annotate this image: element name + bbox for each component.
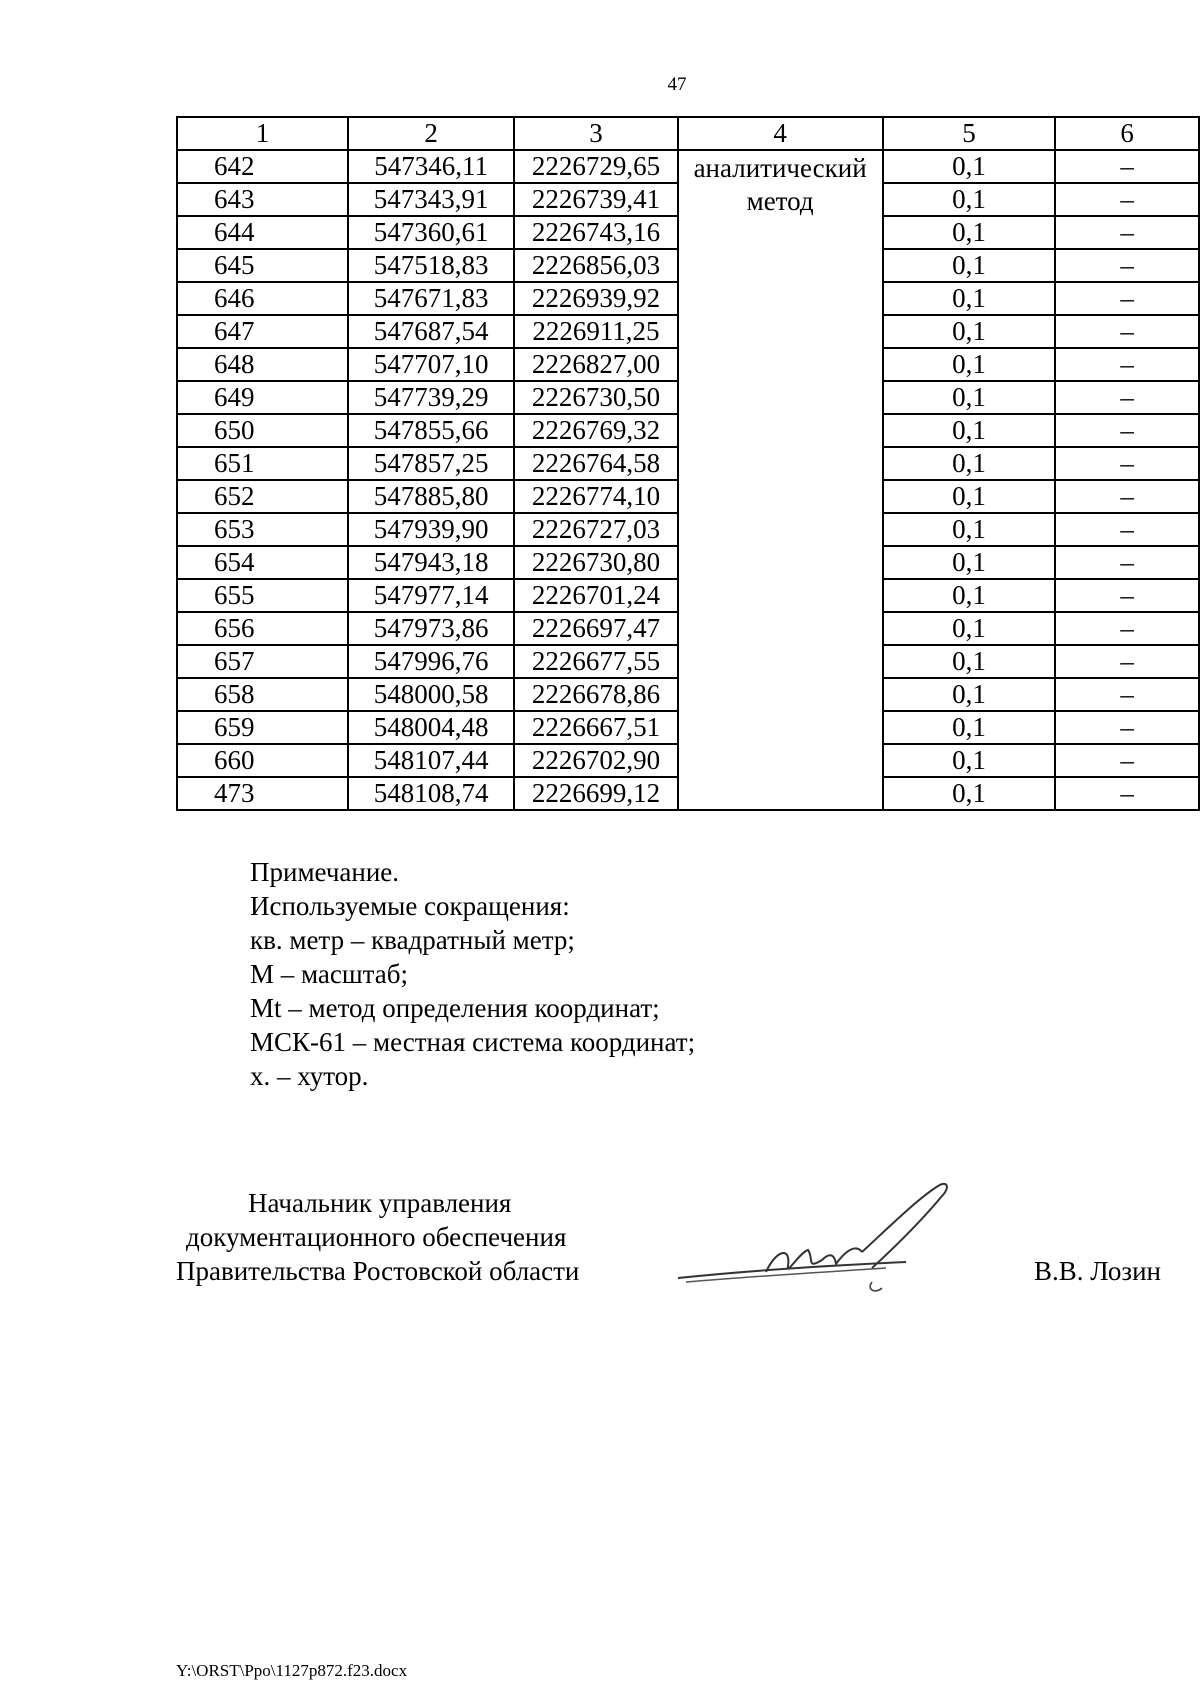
x-coordinate-cell: 547973,86 [348, 612, 515, 645]
point-number-cell: 645 [177, 249, 348, 282]
dash-cell: – [1055, 513, 1199, 546]
y-coordinate-cell: 2226739,41 [514, 183, 677, 216]
dash-cell: – [1055, 447, 1199, 480]
dash-cell: – [1055, 282, 1199, 315]
point-number-cell: 646 [177, 282, 348, 315]
dash-cell: – [1055, 678, 1199, 711]
y-coordinate-cell: 2226702,90 [514, 744, 677, 777]
dash-cell: – [1055, 348, 1199, 381]
dash-cell: – [1055, 546, 1199, 579]
notes-section [250, 855, 695, 1093]
document-file-path: Y:\ORST\Ppo\1127p872.f23.docx [176, 1661, 408, 1680]
accuracy-cell: 0,1 [883, 645, 1055, 678]
accuracy-cell: 0,1 [883, 183, 1055, 216]
accuracy-cell: 0,1 [883, 348, 1055, 381]
column-header-6: 6 [1055, 117, 1199, 150]
column-header-4: 4 [678, 117, 883, 150]
accuracy-cell: 0,1 [883, 744, 1055, 777]
point-number-cell: 649 [177, 381, 348, 414]
y-coordinate-cell: 2226769,32 [514, 414, 677, 447]
point-number-cell: 652 [177, 480, 348, 513]
y-coordinate-cell: 2226730,80 [514, 546, 677, 579]
point-number-cell: 642 [177, 150, 348, 183]
position-line: Начальник управления [248, 1188, 512, 1218]
y-coordinate-cell: 2226697,47 [514, 612, 677, 645]
signer-name: В.В. Лозин [1034, 1256, 1161, 1286]
y-coordinate-cell: 2226678,86 [514, 678, 677, 711]
x-coordinate-cell: 547943,18 [348, 546, 515, 579]
point-number-cell: 643 [177, 183, 348, 216]
y-coordinate-cell: 2226939,92 [514, 282, 677, 315]
dash-cell: – [1055, 381, 1199, 414]
note-line: х. – хутор. [250, 1061, 369, 1091]
accuracy-cell: 0,1 [883, 447, 1055, 480]
dash-cell: – [1055, 612, 1199, 645]
point-number-cell: 660 [177, 744, 348, 777]
dash-cell: – [1055, 216, 1199, 249]
method-cell [678, 150, 883, 810]
dash-cell: – [1055, 249, 1199, 282]
column-header-5: 5 [883, 117, 1055, 150]
point-number-cell: 655 [177, 579, 348, 612]
x-coordinate-cell: 547343,91 [348, 183, 515, 216]
accuracy-cell: 0,1 [883, 315, 1055, 348]
y-coordinate-cell: 2226701,24 [514, 579, 677, 612]
point-number-cell: 659 [177, 711, 348, 744]
note-title: Примечание. [250, 857, 400, 887]
accuracy-cell: 0,1 [883, 249, 1055, 282]
point-number-cell: 644 [177, 216, 348, 249]
y-coordinate-cell: 2226827,00 [514, 348, 677, 381]
accuracy-cell: 0,1 [883, 216, 1055, 249]
x-coordinate-cell: 547346,11 [348, 150, 515, 183]
x-coordinate-cell: 547857,25 [348, 447, 515, 480]
method-text-line: аналитический [693, 153, 867, 183]
accuracy-cell: 0,1 [883, 777, 1055, 810]
note-line: Используемые сокращения: [250, 891, 570, 921]
x-coordinate-cell: 548000,58 [348, 678, 515, 711]
x-coordinate-cell: 548004,48 [348, 711, 515, 744]
y-coordinate-cell: 2226699,12 [514, 777, 677, 810]
position-line: документационного обеспечения [186, 1222, 567, 1252]
x-coordinate-cell: 547360,61 [348, 216, 515, 249]
table-header-row [177, 117, 1199, 150]
accuracy-cell: 0,1 [883, 414, 1055, 447]
x-coordinate-cell: 547977,14 [348, 579, 515, 612]
page-number: 47 [667, 74, 687, 95]
y-coordinate-cell: 2226667,51 [514, 711, 677, 744]
x-coordinate-cell: 548107,44 [348, 744, 515, 777]
coordinates-table [176, 116, 1200, 811]
note-line: Mt – метод определения координат; [250, 993, 660, 1023]
point-number-cell: 651 [177, 447, 348, 480]
dash-cell: – [1055, 711, 1199, 744]
table-row [177, 150, 1199, 183]
note-line: М – масштаб; [250, 959, 409, 989]
dash-cell: – [1055, 150, 1199, 183]
x-coordinate-cell: 548108,74 [348, 777, 515, 810]
column-header-3: 3 [514, 117, 677, 150]
accuracy-cell: 0,1 [883, 381, 1055, 414]
point-number-cell: 658 [177, 678, 348, 711]
y-coordinate-cell: 2226856,03 [514, 249, 677, 282]
x-coordinate-cell: 547739,29 [348, 381, 515, 414]
column-header-1: 1 [177, 117, 348, 150]
note-line: кв. метр – квадратный метр; [250, 925, 575, 955]
y-coordinate-cell: 2226764,58 [514, 447, 677, 480]
position-line: Правительства Ростовской области [176, 1256, 580, 1286]
x-coordinate-cell: 547855,66 [348, 414, 515, 447]
accuracy-cell: 0,1 [883, 612, 1055, 645]
signatory-position [176, 1186, 579, 1288]
x-coordinate-cell: 547671,83 [348, 282, 515, 315]
x-coordinate-cell: 547939,90 [348, 513, 515, 546]
x-coordinate-cell: 547996,76 [348, 645, 515, 678]
y-coordinate-cell: 2226677,55 [514, 645, 677, 678]
accuracy-cell: 0,1 [883, 513, 1055, 546]
accuracy-cell: 0,1 [883, 678, 1055, 711]
point-number-cell: 653 [177, 513, 348, 546]
accuracy-cell: 0,1 [883, 150, 1055, 183]
dash-cell: – [1055, 183, 1199, 216]
dash-cell: – [1055, 744, 1199, 777]
handwritten-signature [676, 1180, 976, 1310]
y-coordinate-cell: 2226729,65 [514, 150, 677, 183]
y-coordinate-cell: 2226911,25 [514, 315, 677, 348]
accuracy-cell: 0,1 [883, 282, 1055, 315]
y-coordinate-cell: 2226730,50 [514, 381, 677, 414]
method-text-line: метод [746, 186, 814, 216]
point-number-cell: 648 [177, 348, 348, 381]
point-number-cell: 650 [177, 414, 348, 447]
point-number-cell: 473 [177, 777, 348, 810]
y-coordinate-cell: 2226727,03 [514, 513, 677, 546]
x-coordinate-cell: 547707,10 [348, 348, 515, 381]
accuracy-cell: 0,1 [883, 480, 1055, 513]
accuracy-cell: 0,1 [883, 579, 1055, 612]
note-line: МСК-61 – местная система координат; [250, 1027, 696, 1057]
x-coordinate-cell: 547518,83 [348, 249, 515, 282]
point-number-cell: 654 [177, 546, 348, 579]
point-number-cell: 657 [177, 645, 348, 678]
x-coordinate-cell: 547687,54 [348, 315, 515, 348]
dash-cell: – [1055, 480, 1199, 513]
x-coordinate-cell: 547885,80 [348, 480, 515, 513]
accuracy-cell: 0,1 [883, 546, 1055, 579]
dash-cell: – [1055, 645, 1199, 678]
y-coordinate-cell: 2226774,10 [514, 480, 677, 513]
dash-cell: – [1055, 315, 1199, 348]
dash-cell: – [1055, 414, 1199, 447]
point-number-cell: 656 [177, 612, 348, 645]
accuracy-cell: 0,1 [883, 711, 1055, 744]
y-coordinate-cell: 2226743,16 [514, 216, 677, 249]
dash-cell: – [1055, 579, 1199, 612]
dash-cell: – [1055, 777, 1199, 810]
column-header-2: 2 [348, 117, 515, 150]
point-number-cell: 647 [177, 315, 348, 348]
